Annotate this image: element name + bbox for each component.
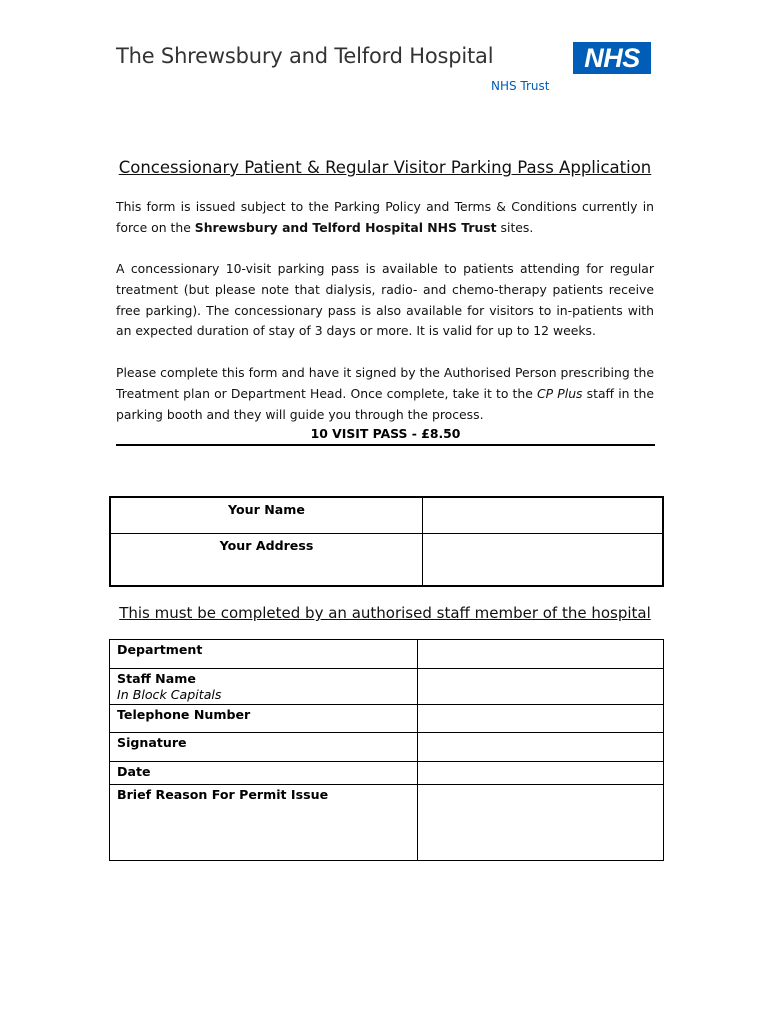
intro-text-start: This form is issued subject to the Parking Policy and Terms & Conditions currently in force on the — [116, 199, 654, 235]
trust-name: NHS Trust — [491, 79, 550, 93]
staff-name-field[interactable] — [418, 669, 664, 705]
department-label: Department — [110, 640, 418, 669]
applicant-table — [109, 496, 664, 587]
trust-name-bold: Shrewsbury and Telford Hospital NHS Trust — [194, 219, 497, 235]
form-title: Concessionary Patient & Regular Visitor Parking Pass Application — [118, 158, 652, 177]
instructions-text-end: staff in the parking booth and they will guide you through the process. — [116, 385, 654, 422]
name-row — [110, 497, 663, 533]
signature-label: Signature — [110, 733, 418, 762]
address-label: Your Address — [110, 533, 423, 586]
intro-paragraph — [116, 197, 654, 239]
department-field[interactable] — [418, 640, 664, 669]
department-row — [110, 640, 664, 669]
telephone-row — [110, 705, 664, 733]
signature-row — [110, 733, 664, 762]
intro-text-end: sites. — [496, 219, 534, 235]
organisation-name: The Shrewsbury and Telford Hospital — [116, 44, 494, 68]
instructions-text-start: Please complete this form and have it signed by the Authorised Person prescribing the Treatment plan or Department Head. Once complete, take it to the — [116, 365, 654, 401]
name-field[interactable] — [423, 497, 664, 533]
telephone-field[interactable] — [418, 705, 664, 733]
staff-table — [109, 639, 664, 861]
reason-field[interactable] — [418, 785, 664, 861]
eligibility-paragraph: A concessionary 10-visit parking pass is available to patients attending for regular treatment (but please note that dialysis, radio- and chemo-therapy patients receive free parking). The concessionary pass is also available for visitors to in-patients with an expected duration of stay of 3 days or more. It is valid for up to 12 weeks. — [116, 261, 654, 339]
reason-row — [110, 785, 664, 861]
staff-name-hint: In Block Capitals — [117, 687, 222, 702]
staff-name-cell — [110, 669, 418, 705]
instructions-paragraph — [116, 363, 654, 425]
telephone-label: Telephone Number — [110, 705, 418, 733]
nhs-logo: NHS — [573, 42, 651, 74]
staff-section-heading: This must be completed by an authorised staff member of the hospital — [119, 604, 651, 622]
staff-name-row — [110, 669, 664, 705]
date-label: Date — [110, 762, 418, 785]
name-label: Your Name — [110, 497, 423, 533]
staff-name-label: Staff Name — [117, 671, 196, 686]
date-field[interactable] — [418, 762, 664, 785]
cp-plus-italic: CP Plus — [537, 385, 583, 401]
reason-label: Brief Reason For Permit Issue — [110, 785, 418, 861]
address-field[interactable] — [423, 533, 664, 586]
signature-field[interactable] — [418, 733, 664, 762]
document-header — [116, 42, 656, 98]
address-row — [110, 533, 663, 586]
pass-price: 10 VISIT PASS - £8.50 — [116, 426, 655, 446]
date-row — [110, 762, 664, 785]
